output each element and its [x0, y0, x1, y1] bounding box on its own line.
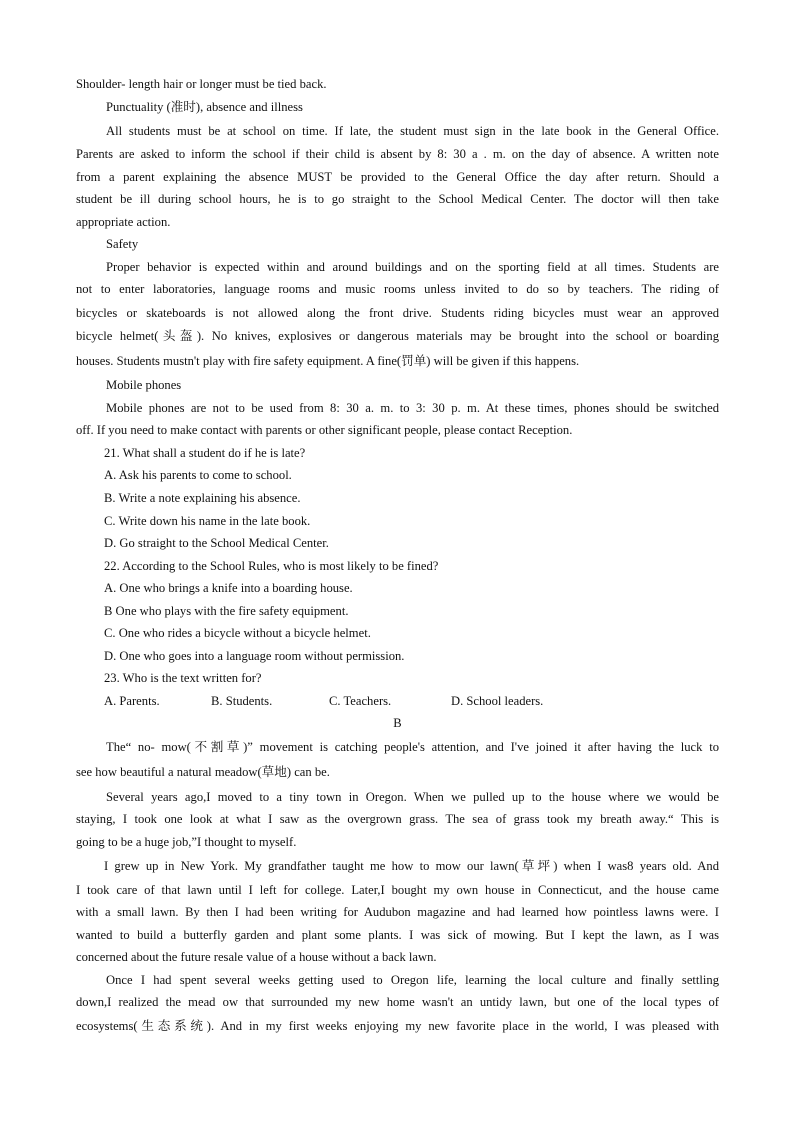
q22-option-a: A. One who brings a knife into a boarding house.	[104, 581, 353, 595]
q23-option-b: B. Students.	[211, 694, 273, 708]
question-23: 23. Who is the text written for?	[104, 671, 262, 685]
text-line: Parents are asked to inform the school if their child is absent by 8: 30 a . m. on the day of absence. A written note	[76, 147, 719, 161]
text-line: Mobile phones are not to be used from 8: 30 a. m. to 3: 30 p. m. At these times, phones should be switched	[106, 401, 719, 415]
text-line: wanted to build a butterfly garden and plant some plants. I was sick of mowing. But I kept the lawn, as I was	[76, 928, 719, 942]
text-line: concerned about the future resale value of a house without a back lawn.	[76, 950, 437, 964]
text-line: not to enter laboratories, language rooms and music rooms unless invited to do so by teachers. The riding of	[76, 282, 719, 296]
q21-option-d: D. Go straight to the School Medical Center.	[104, 536, 329, 550]
text-line: I took care of that lawn until I left for college. Later,I bought my own house in Connecticut, and the house came	[76, 883, 719, 897]
text-line: I grew up in New York. My grandfather taught me how to mow our lawn(草坪) when I was8 years old. And	[104, 859, 719, 873]
passage-b-heading: B	[393, 716, 402, 730]
q23-option-a: A. Parents.	[104, 694, 160, 708]
text-line: bicycle helmet(头盔). No knives, explosives or dangerous materials may be brought into the school or boarding	[76, 329, 719, 343]
text-line: Several years ago,I moved to a tiny town in Oregon. When we pulled up to the house where we would be	[106, 790, 719, 804]
q21-option-a: A. Ask his parents to come to school.	[104, 468, 292, 482]
text-line: with a small lawn. By then I had been writing for Audubon magazine and had learned how pointless lawns were. I	[76, 905, 719, 919]
q22-option-d: D. One who goes into a language room without permission.	[104, 649, 405, 663]
text-line: Shoulder- length hair or longer must be tied back.	[76, 77, 327, 91]
section-heading-punctuality: Punctuality (准时), absence and illness	[106, 100, 303, 114]
text-line: from a parent explaining the absence MUST be provided to the General Office the day after return. Should a	[76, 170, 719, 184]
text-line: bicycles or skateboards is not allowed along the front drive. Students riding bicycles must wear an approved	[76, 306, 719, 320]
text-line: All students must be at school on time. If late, the student must sign in the late book in the General Office.	[106, 124, 719, 138]
q22-option-b: B One who plays with the fire safety equipment.	[104, 604, 349, 618]
section-heading-mobile-phones: Mobile phones	[106, 378, 182, 392]
q23-option-d: D. School leaders.	[451, 694, 544, 708]
text-line: see how beautiful a natural meadow(草地) can be.	[76, 765, 330, 779]
text-line: The“ no- mow(不割草)” movement is catching people's attention, and I've joined it after having the luck to	[106, 740, 719, 754]
text-line: down,I realized the mead ow that surrounded my new home wasn't an untidy lawn, but one of the local types of	[76, 995, 719, 1009]
q21-option-b: B. Write a note explaining his absence.	[104, 491, 301, 505]
text-line: houses. Students mustn't play with fire safety equipment. A fine(罚单) will be given if this happens.	[76, 354, 580, 368]
text-line: Once I had spent several weeks getting used to Oregon life, learning the local culture and finally settling	[106, 973, 719, 987]
q23-option-c: C. Teachers.	[329, 694, 392, 708]
text-line: appropriate action.	[76, 215, 171, 229]
question-21: 21. What shall a student do if he is late?	[104, 446, 306, 460]
text-line: Proper behavior is expected within and around buildings and on the sporting field at all times. Students are	[106, 260, 719, 274]
text-line: student be ill during school hours, he is to go straight to the School Medical Center. The doctor will then take	[76, 192, 719, 206]
text-line: off. If you need to make contact with parents or other significant people, please contact Reception.	[76, 423, 573, 437]
text-line: staying, I took one look at what I saw as the overgrown grass. The sea of grass took my breath away.“ This is	[76, 812, 719, 826]
q22-option-c: C. One who rides a bicycle without a bicycle helmet.	[104, 626, 371, 640]
section-heading-safety: Safety	[106, 237, 139, 251]
text-line: going to be a huge job,”I thought to myself.	[76, 835, 297, 849]
question-22: 22. According to the School Rules, who is most likely to be fined?	[104, 559, 439, 573]
q21-option-c: C. Write down his name in the late book.	[104, 514, 311, 528]
text-line: ecosystems(生态系统). And in my first weeks enjoying my new favorite place in the world, I was pleased with	[76, 1019, 719, 1033]
